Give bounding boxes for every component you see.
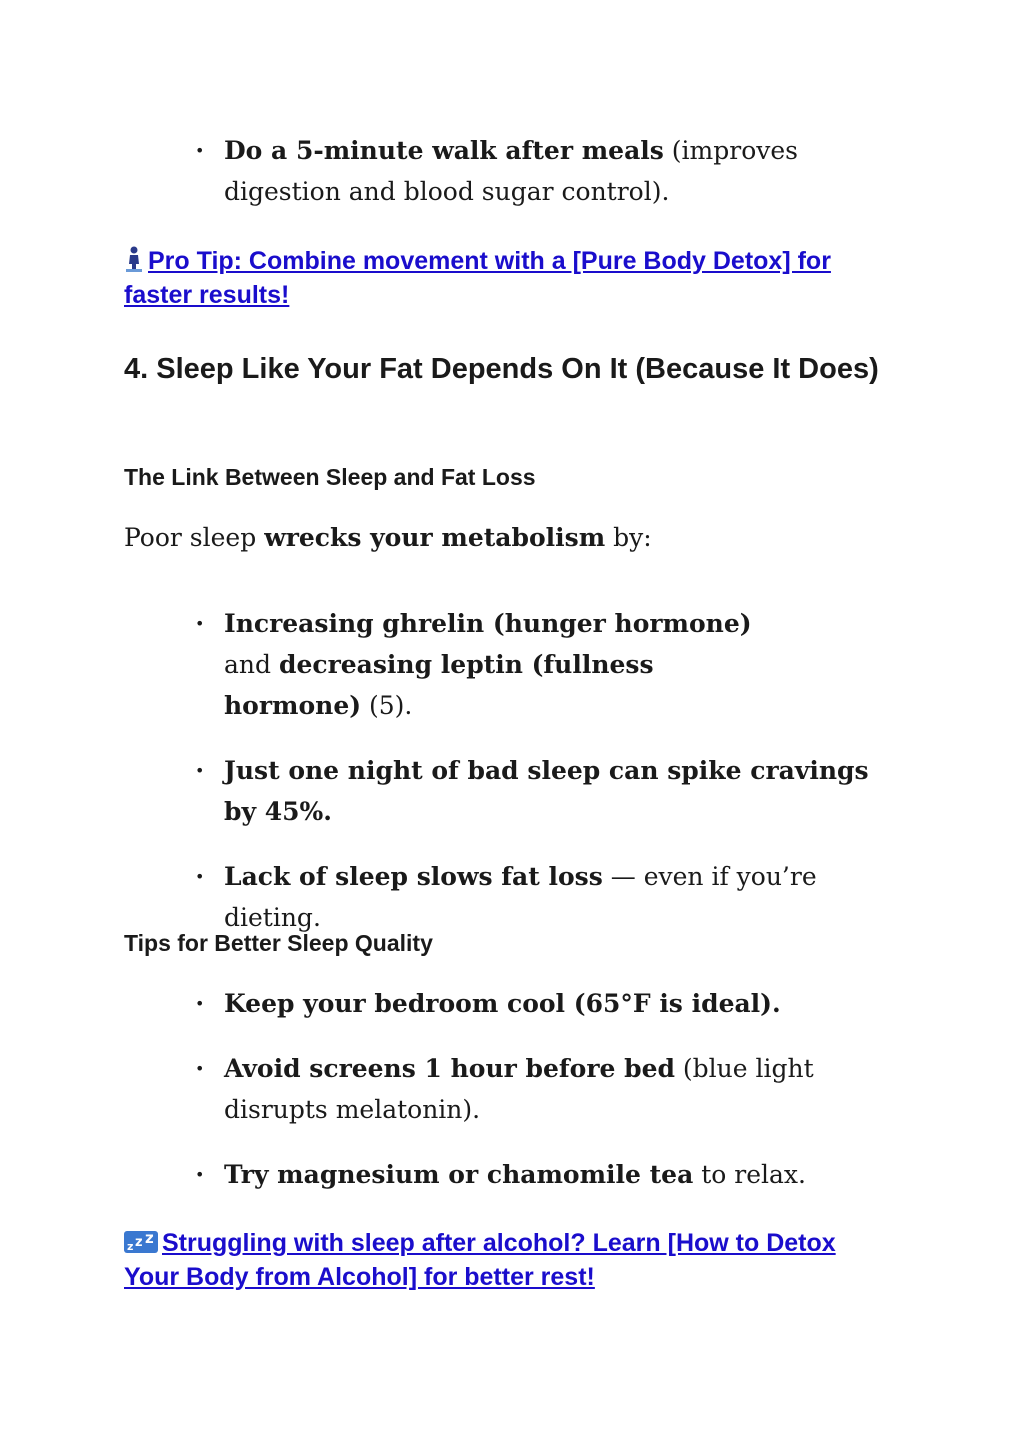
tip-bold-screens: Avoid screens 1 hour before bed [224,1054,675,1083]
tip-text-screens: (blue light disrupts melatonin). [224,1054,814,1124]
pro-tip-link[interactable] [124,245,884,312]
person-walking-icon [124,246,144,279]
list-item [224,750,874,832]
svg-text:z: z [145,1231,154,1247]
svg-text:z: z [135,1235,143,1250]
zzz-sleep-icon [124,1228,158,1261]
section-heading: 4. Sleep Like Your Fat Depends On It (Because It Does) [124,353,879,385]
subheading-sleep-tips: Tips for Better Sleep Quality [124,930,433,956]
intro-paragraph [124,517,884,558]
tip-bold-tea: Try magnesium or chamomile tea [224,1160,694,1189]
sleep-tips-list [224,983,874,1195]
effect-bold-leptin: decreasing leptin (fullness hormone) [224,650,654,720]
list-item [224,130,874,212]
intro-bold: wrecks your metabolism [264,523,606,552]
alcohol-detox-link[interactable] [124,1227,884,1294]
effect-bold-ghrelin: Increasing ghrelin (hunger hormone) [224,609,752,638]
tip-bold-cool: Keep your bedroom cool (65°F is ideal). [224,989,781,1018]
effect-bold-cravings: Just one night of bad sleep can spike cravings by 45%. [224,756,869,826]
sleep-effects-list [224,603,784,726]
svg-text:z: z [127,1240,134,1253]
tip-text-tea: to relax. [693,1160,806,1189]
alcohol-detox-text[interactable]: Struggling with sleep after alcohol? Learn [How to Detox Your Body from Alcohol] for better rest! [124,1229,836,1291]
walk-tip-bold: Do a 5-minute walk after meals [224,136,664,165]
pro-tip-text[interactable]: Pro Tip: Combine movement with a [Pure Body Detox] for faster results! [124,247,831,309]
list-item [224,1154,874,1195]
intro-pre: Poor sleep [124,523,265,552]
effect-mid: and [224,650,279,679]
list-item [224,1048,874,1130]
effect-citation: (5). [361,691,413,720]
intro-post: by: [605,523,652,552]
walk-tip-text: (improves digestion and blood sugar control). [224,136,798,206]
walk-tip-list [224,130,874,212]
sleep-effects-list-2 [224,750,874,938]
effect-bold-fat-loss: Lack of sleep slows fat loss [224,862,603,891]
list-item [224,983,874,1024]
effect-fat-loss-text: — even if you’re dieting. [224,862,817,932]
subheading-link-sleep-fat: The Link Between Sleep and Fat Loss [124,464,536,490]
list-item [224,856,874,938]
list-item [224,603,784,726]
